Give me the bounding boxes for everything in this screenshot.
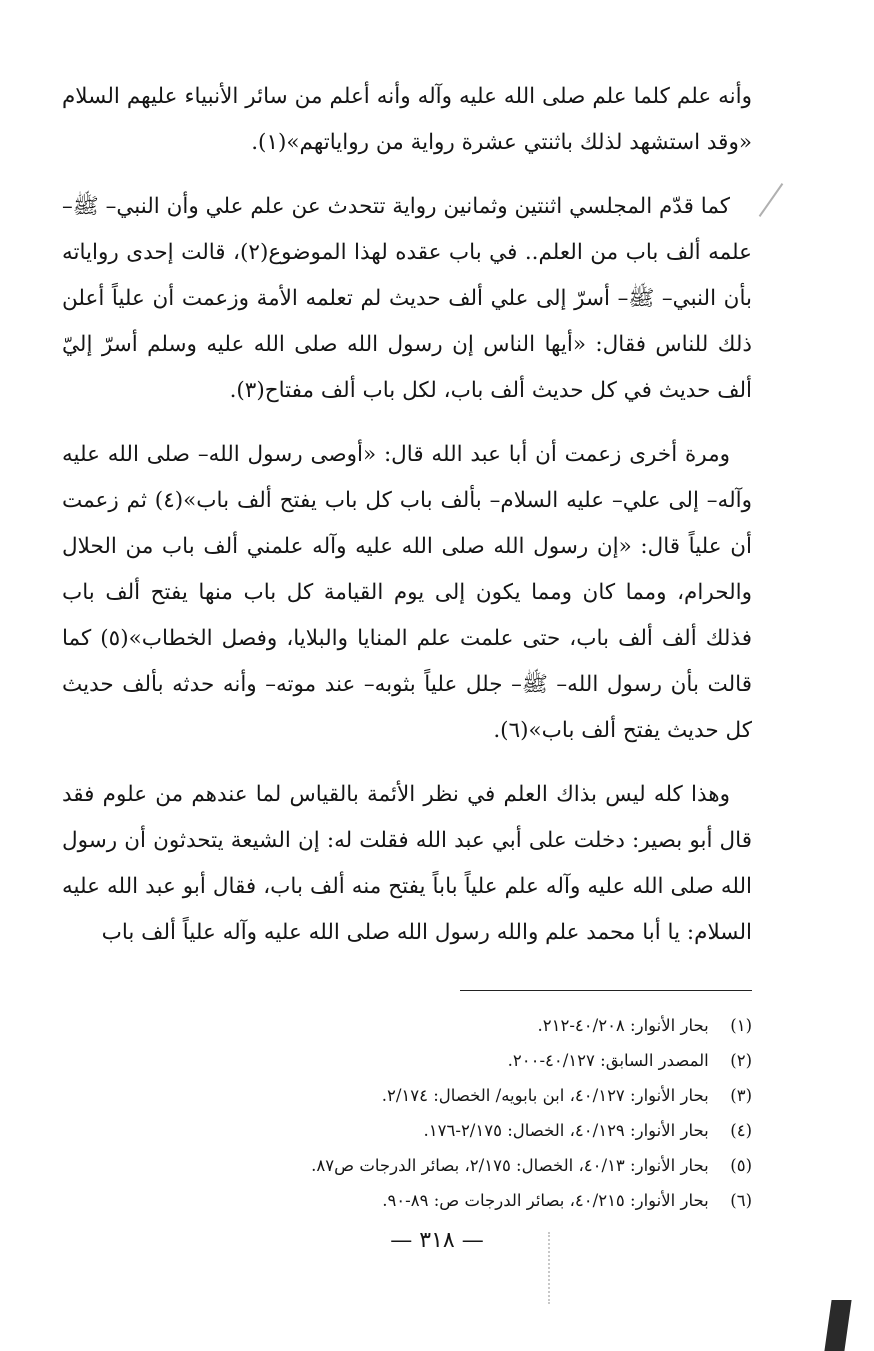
scan-specks bbox=[548, 1232, 556, 1304]
paragraph-2: كما قدّم المجلسي اثنتين وثمانين رواية تتحدث عن علم علي وأن النبي– ﷺ– علمه ألف باب من العلم.. في باب عقده لهذا الموضوع(٢)، قالت إحدى رواياته بأن النبي– ﷺ– أسرّ إلى علي ألف حديث لم تعلمه الأمة وزعمت أن علياً أعلن ذلك للناس فقال: «أيها الناس إن رسول الله صلى الله عليه وسلم أسرّ إليّ ألف حديث في كل حديث ألف باب، لكل باب ألف مفتاح(٣). bbox=[62, 194, 753, 403]
footnote-6 bbox=[80, 1183, 752, 1218]
footnotes bbox=[80, 1008, 752, 1218]
footnote-number: (١) bbox=[730, 1016, 752, 1035]
footnote-1 bbox=[80, 1008, 752, 1043]
scan-edge-shadow bbox=[824, 1300, 851, 1351]
footnote-number: (٦) bbox=[730, 1191, 752, 1210]
paragraph-4: وهذا كله ليس بذاك العلم في نظر الأئمة بالقياس لما عندهم من علوم فقد قال أبو بصير: دخلت على أبي عبد الله فقلت له: إن الشيعة يتحدثون أن رسول الله صلى الله عليه وآله علم علياً باباً يفتح منه ألف باب، فقال أبو عبد الله عليه السلام: يا أبا محمد علم والله رسول الله صلى الله عليه وآله علياً ألف باب bbox=[62, 782, 752, 945]
footnote-number: (٤) bbox=[730, 1121, 752, 1140]
main-text bbox=[62, 74, 752, 974]
footnote-5 bbox=[80, 1148, 752, 1183]
footnote-text: المصدر السابق: ٤٠/١٢٧-٢٠٠. bbox=[507, 1051, 709, 1070]
page-number: — ٣١٨ — bbox=[390, 1228, 484, 1253]
scan-mark bbox=[759, 183, 784, 217]
footnote-number: (٣) bbox=[730, 1086, 752, 1105]
footnote-3 bbox=[80, 1078, 752, 1113]
footnote-number: (٢) bbox=[730, 1051, 752, 1070]
paragraph-3: ومرة أخرى زعمت أن أبا عبد الله قال: «أوصى رسول الله– صلى الله عليه وآله– إلى علي– عليه السلام– بألف باب كل باب يفتح ألف باب»(٤) ثم زعمت أن علياً قال: «إن رسول الله صلى الله عليه وآله علمني ألف باب من الحلال والحرام، ومما كان ومما يكون إلى يوم القيامة كل باب منها يفتح ألف باب فذلك ألف ألف باب، حتى علمت علم المنايا والبلايا، وفصل الخطاب»(٥) كما قالت بأن رسول الله– ﷺ– جلل علياً بثوبه– عند موته– وأنه حدثه بألف حديث كل حديث يفتح ألف باب»(٦). bbox=[62, 442, 752, 743]
footnote-text: بحار الأنوار: ٤٠/٢٠٨-٢١٢. bbox=[537, 1016, 709, 1035]
footnote-number: (٥) bbox=[730, 1156, 752, 1175]
footnote-text: بحار الأنوار: ٤٠/١٢٧، ابن بابويه/ الخصال: ٢/١٧٤. bbox=[381, 1086, 709, 1105]
footnote-text: بحار الأنوار: ٤٠/٢١٥، بصائر الدرجات ص: ٨٩-٩٠. bbox=[382, 1191, 709, 1210]
footnote-text: بحار الأنوار: ٤٠/١٣، الخصال: ٢/١٧٥، بصائر الدرجات ص٨٧. bbox=[311, 1156, 709, 1175]
footnote-2 bbox=[80, 1043, 752, 1078]
footnote-divider bbox=[460, 990, 752, 991]
paragraph-1: وأنه علم كلما علم صلى الله عليه وآله وأنه أعلم من سائر الأنبياء عليهم السلام «وقد استشهد لذلك باثنتي عشرة رواية من رواياتهم»(١). bbox=[62, 84, 752, 155]
footnote-4 bbox=[80, 1113, 752, 1148]
footnote-text: بحار الأنوار: ٤٠/١٢٩، الخصال: ٢/١٧٥-١٧٦. bbox=[423, 1121, 709, 1140]
